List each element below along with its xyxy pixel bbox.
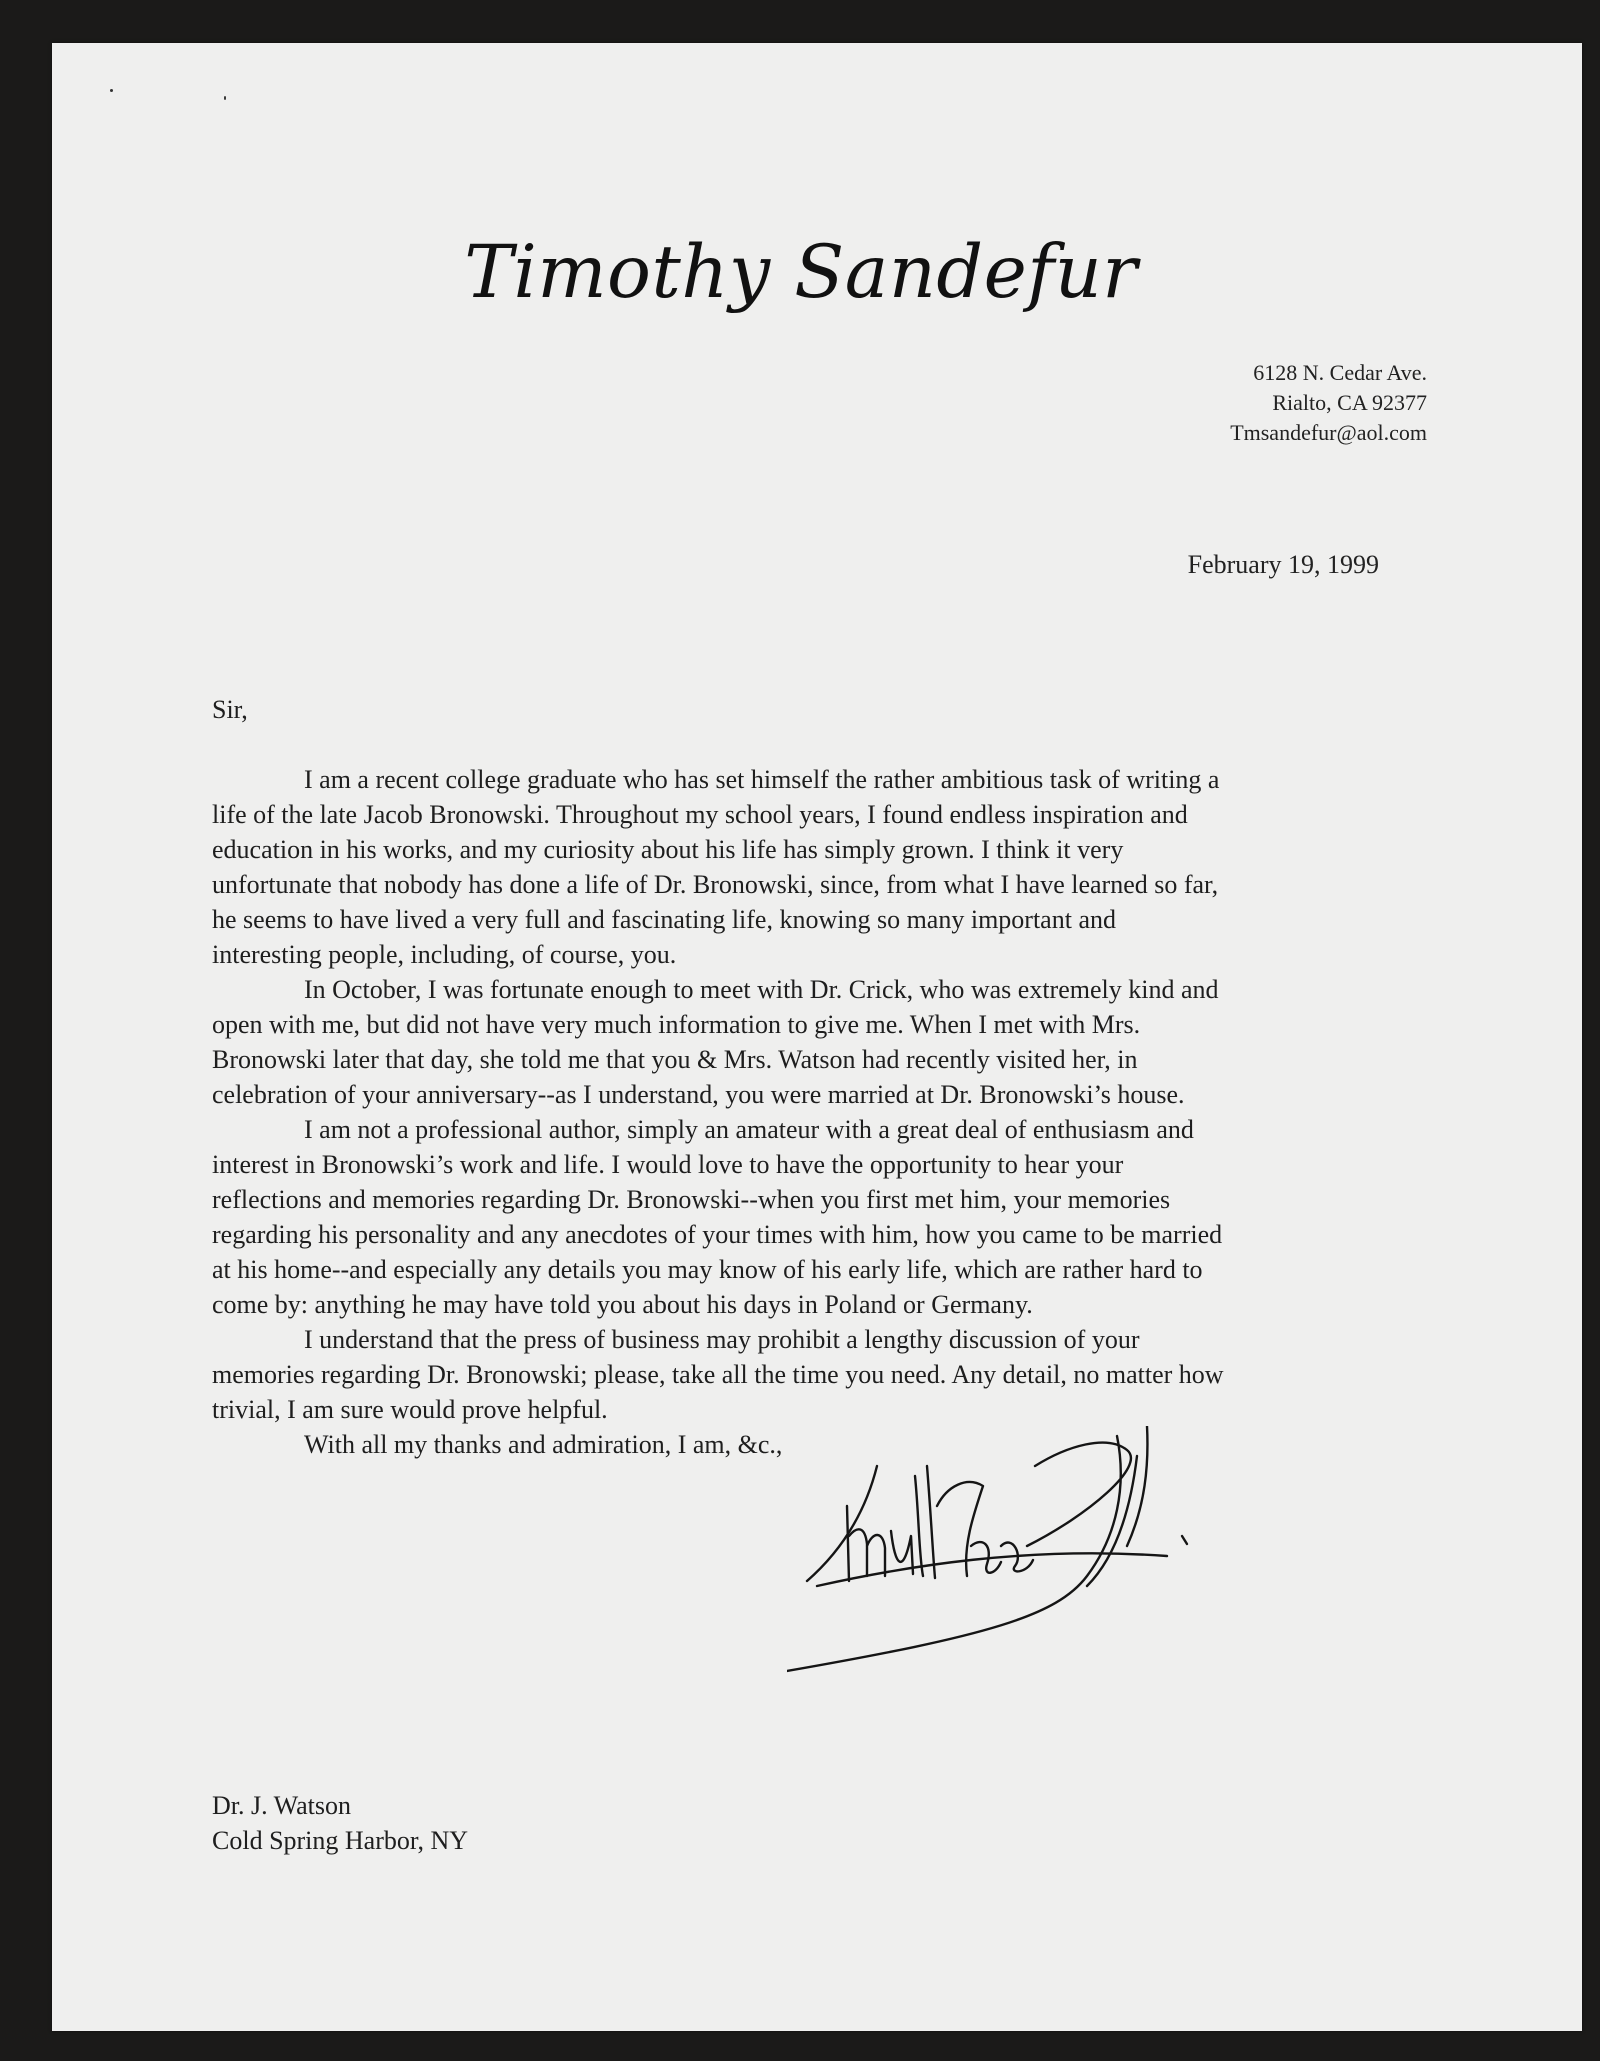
body-line: life of the late Jacob Bronowski. Throughout my school years, I found endless inspiration and [212,800,1188,829]
paper-speck [110,89,113,92]
body-line: In October, I was fortunate enough to meet with Dr. Crick, who was extremely kind and [304,975,1219,1004]
paper-speck [224,96,226,100]
recipient-name: Dr. J. Watson [212,1791,351,1820]
body-line: reflections and memories regarding Dr. Bronowski--when you first met him, your memories [212,1185,1171,1214]
letter-page [52,43,1582,2031]
body-line: With all my thanks and admiration, I am, &c., [304,1430,783,1459]
letterhead-name: Timothy Sandefur [464,230,1138,315]
recipient-block [212,1788,468,1858]
body-line: unfortunate that nobody has done a life of Dr. Bronowski, since, from what I have learned so far, [212,870,1219,899]
body-line: trivial, I am sure would prove helpful. [212,1395,608,1424]
body-line: education in his works, and my curiosity about his life has simply grown. I think it very [212,835,1124,864]
body-line: I am not a professional author, simply an amateur with a great deal of enthusiasm and [304,1115,1194,1144]
body-line: he seems to have lived a very full and fascinating life, knowing so many important and [212,905,1116,934]
body-line: interest in Bronowski’s work and life. I would love to have the opportunity to hear your [212,1150,1124,1179]
body-line: regarding his personality and any anecdotes of your times with him, how you came to be married [212,1220,1223,1249]
body-line: celebration of your anniversary--as I understand, you were married at Dr. Bronowski’s house. [212,1080,1185,1109]
body-line: open with me, but did not have very much information to give me. When I met with Mrs. [212,1010,1141,1039]
handwritten-signature-icon [787,1426,1267,1686]
salutation: Sir, [212,695,248,724]
address-email: Tmsandefur@aol.com [1230,420,1427,445]
recipient-location: Cold Spring Harbor, NY [212,1826,469,1855]
body-line: memories regarding Dr. Bronowski; please, take all the time you need. Any detail, no matter how [212,1360,1224,1389]
body-line: at his home--and especially any details you may know of his early life, which are rather hard to [212,1255,1203,1284]
address-city: Rialto, CA 92377 [1272,390,1427,415]
body-line: come by: anything he may have told you about his days in Poland or Germany. [212,1290,1033,1319]
letter-date: February 19, 1999 [1187,550,1379,579]
sender-address [1230,358,1427,448]
body-line: I understand that the press of business may prohibit a lengthy discussion of your [304,1325,1140,1354]
body-line: Bronowski later that day, she told me that you & Mrs. Watson had recently visited her, in [212,1045,1138,1074]
address-street: 6128 N. Cedar Ave. [1253,360,1427,385]
body-line: interesting people, including, of course, you. [212,940,677,969]
letter-body [212,762,1412,1462]
body-line: I am a recent college graduate who has set himself the rather ambitious task of writing a [304,765,1220,794]
